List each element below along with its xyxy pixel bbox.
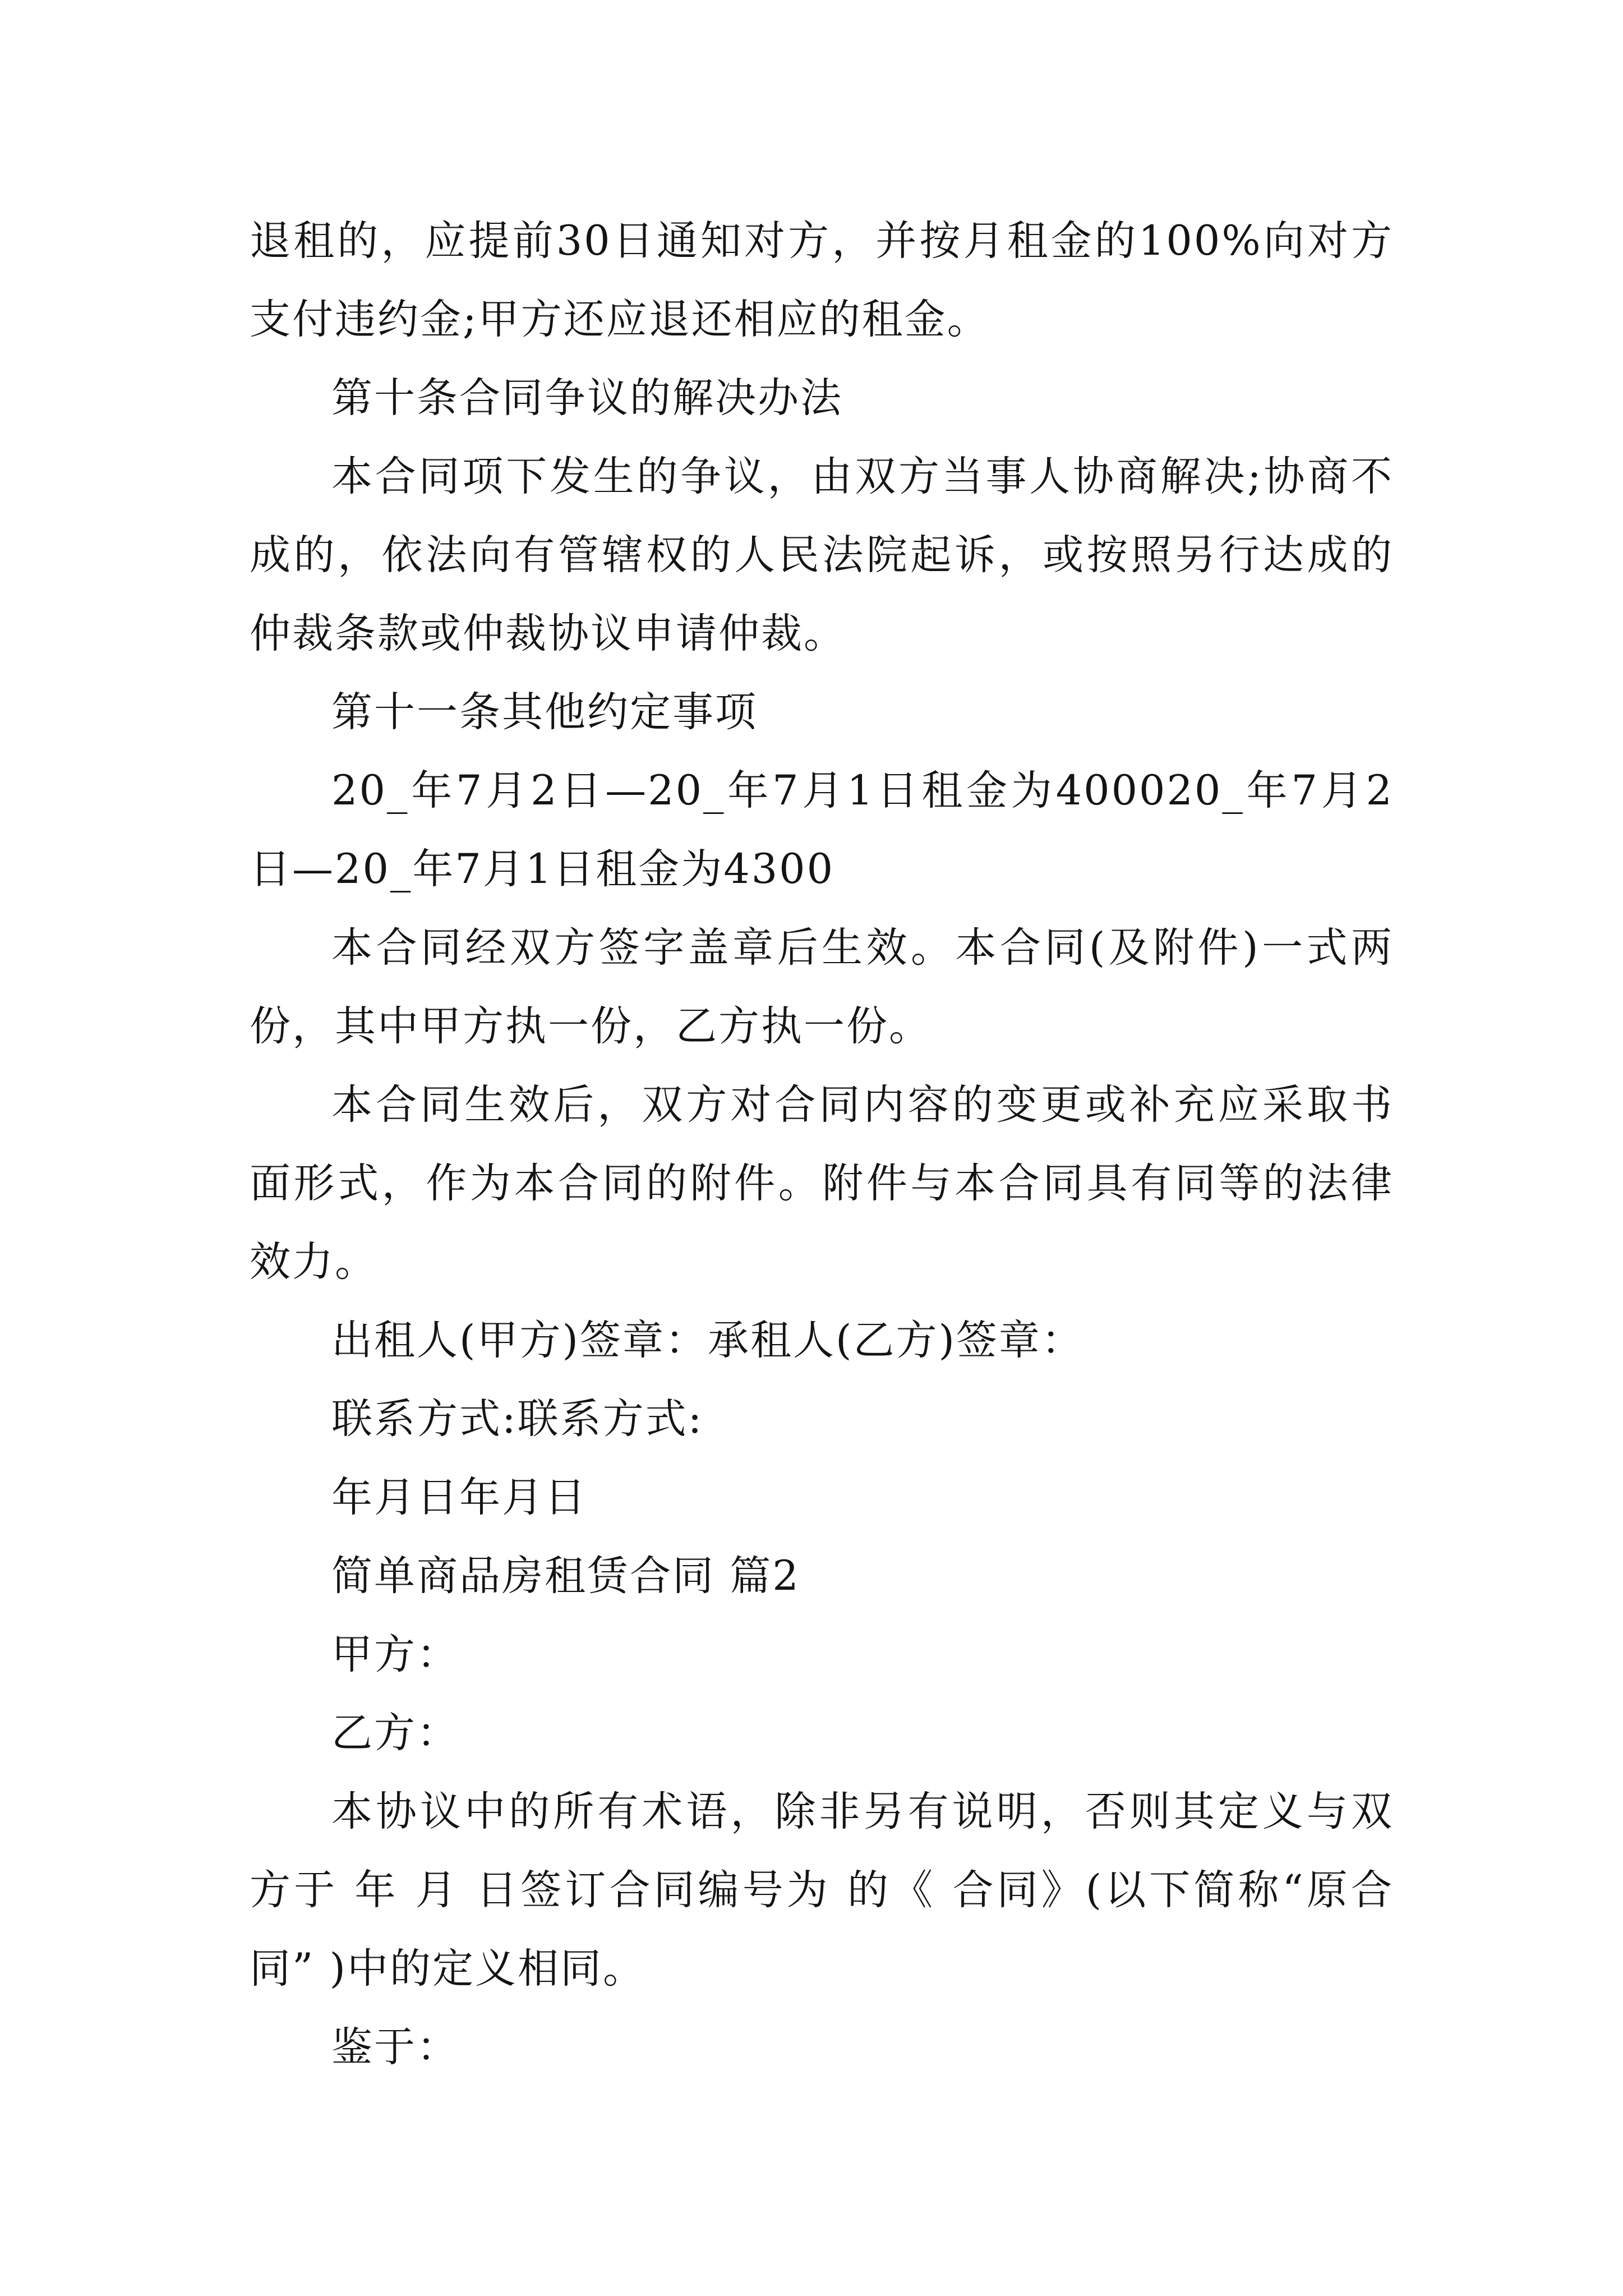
heading-article-10: 第十条合同争议的解决办法 xyxy=(331,374,843,422)
paragraph-amendments: 本合同生效后，双方对合同内容的变更或补充应采取书面形式，作为本合同的附件。附件与本合同具有同等的法律效力。 xyxy=(250,1081,1394,1286)
paragraph-rent-schedule: 20_年7月2日—20_年7月1日租金为400020_年7月2日—20_年7月1日租金为4300 xyxy=(250,767,1394,893)
paragraph-effectiveness: 本合同经双方签字盖章后生效。本合同(及附件)一式两份，其中甲方执一份，乙方执一份。 xyxy=(250,924,1394,1050)
contact-line: 联系方式:联系方式: xyxy=(331,1395,704,1443)
heading-article-11: 第十一条其他约定事项 xyxy=(331,688,758,736)
paragraph-whereas: 鉴于： xyxy=(331,2023,459,2071)
paragraph-dispute-resolution: 本合同项下发生的争议，由双方当事人协商解决;协商不成的，依法向有管辖权的人民法院起诉，或按照另行达成的仲裁条款或仲裁协议申请仲裁。 xyxy=(250,453,1394,657)
paragraph-termination-penalty: 退租的，应提前30日通知对方，并按月租金的100%向对方支付违约金;甲方还应退还相应的租金。 xyxy=(250,217,1394,343)
section-title-part-2: 简单商品房租赁合同 篇2 xyxy=(331,1552,800,1600)
party-b-line: 乙方： xyxy=(331,1709,459,1757)
paragraph-definitions: 本协议中的所有术语，除非另有说明，否则其定义与双方于 年 月 日签订合同编号为 的《 合同》(以下简称“原合同” )中的定义相同。 xyxy=(250,1788,1394,1993)
signature-line: 出租人(甲方)签章：承租人(乙方)签章： xyxy=(331,1317,1084,1364)
party-a-line: 甲方： xyxy=(331,1631,459,1678)
date-line: 年月日年月日 xyxy=(331,1474,587,1521)
document-body xyxy=(250,202,1394,2087)
